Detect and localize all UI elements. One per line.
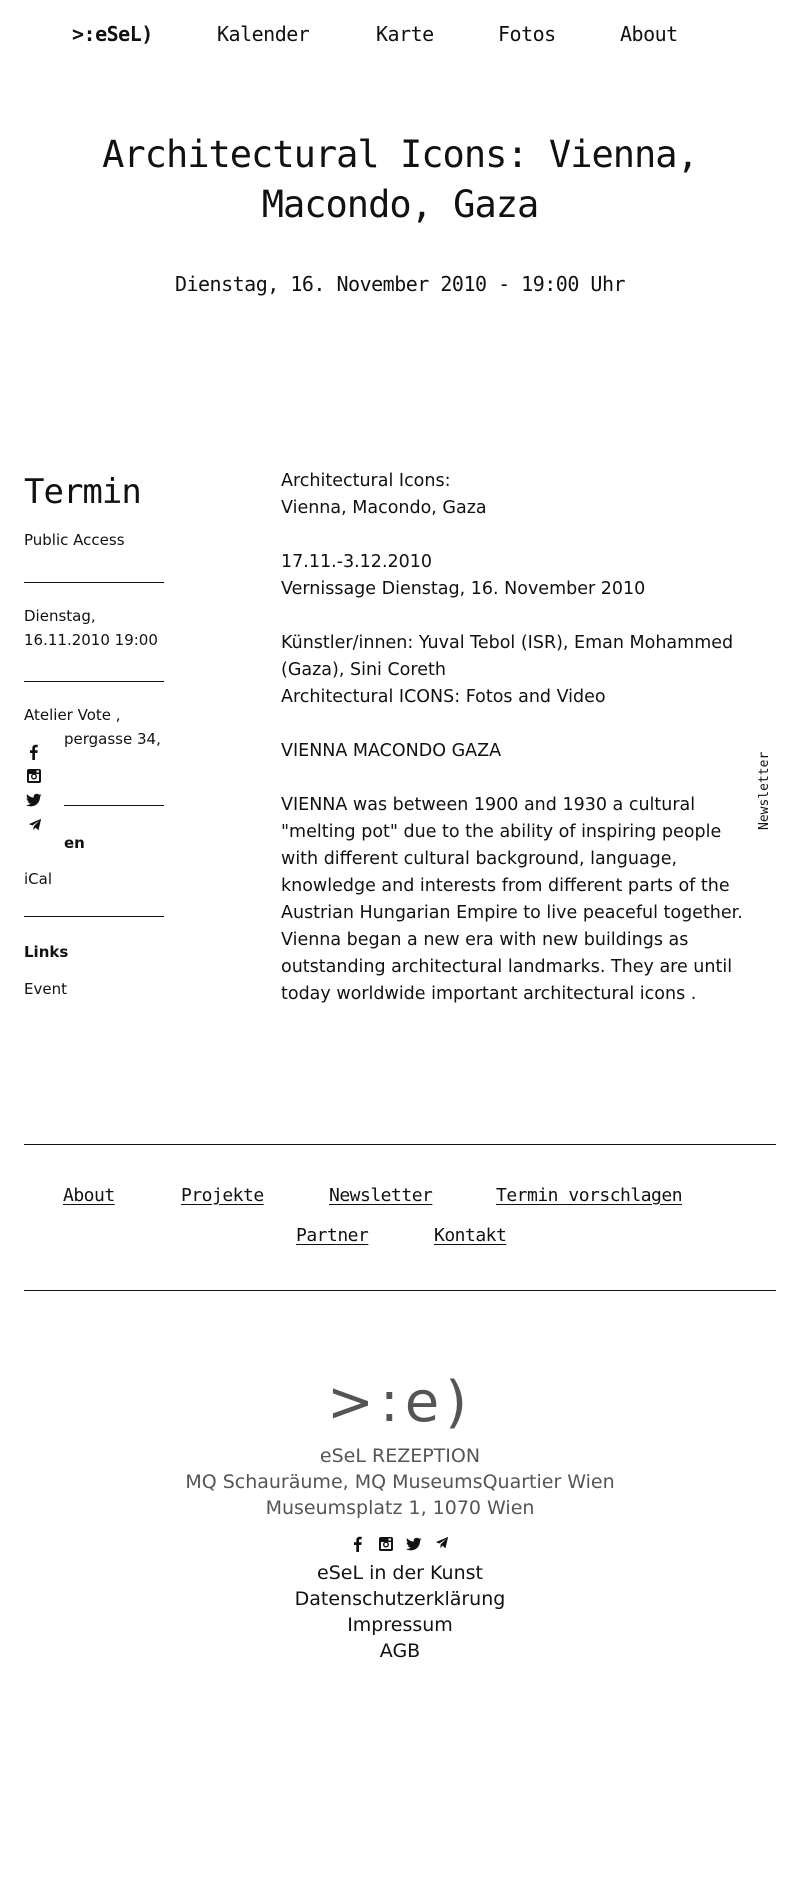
- instagram-icon[interactable]: [26, 768, 42, 784]
- twitter-icon[interactable]: [26, 792, 42, 808]
- divider: [64, 805, 164, 806]
- body-paragraph: VIENNA was between 1900 and 1930 a cultural "melting pot" due to the ability of inspiring people with different cultural background, language, knowledge and interests from different parts of the Austrian Hungarian Empire to live peaceful together. Vienna began a new era with new buildings as outstanding architectural landmarks. They are until today worldwide important architectural icons .: [281, 795, 743, 1004]
- date-line-2: 16.11.2010 19:00: [24, 631, 158, 649]
- nav-kalender[interactable]: Kalender: [217, 22, 310, 46]
- venue-street: pergasse 34,: [64, 730, 161, 748]
- links-heading: Links: [24, 943, 69, 961]
- page-title: Architectural Icons: Vienna, Macondo, Gaza: [102, 133, 698, 226]
- event-datetime: Dienstag, 16. November 2010 - 19:00 Uhr: [174, 272, 626, 296]
- partial-label: en: [64, 834, 85, 852]
- address-line-2: Museumsplatz 1, 1070 Wien: [265, 1497, 535, 1519]
- nav-karte[interactable]: Karte: [376, 22, 434, 46]
- event-description: [281, 468, 781, 1008]
- event-link[interactable]: Event: [24, 980, 67, 998]
- caps-heading: VIENNA MACONDO GAZA: [281, 741, 502, 761]
- footer-social: [0, 1535, 800, 1553]
- footer-link-esel-in-der-kunst[interactable]: eSeL in der Kunst: [317, 1562, 483, 1584]
- facebook-icon[interactable]: [26, 744, 42, 760]
- nav-fotos[interactable]: Fotos: [498, 22, 556, 46]
- ical-link[interactable]: iCal: [24, 870, 53, 888]
- instagram-icon[interactable]: [378, 1536, 394, 1552]
- media-line: Architectural ICONS: Fotos and Video: [281, 687, 606, 707]
- artists-line: Künstler/innen: Yuval Tebol (ISR), Eman Mohammed (Gaza), Sini Coreth: [281, 633, 734, 680]
- footer-link-about[interactable]: About: [63, 1185, 115, 1206]
- address-line-1: MQ Schauräume, MQ MuseumsQuartier Wien: [185, 1471, 615, 1493]
- site-logo-link[interactable]: >:eSeL): [72, 22, 153, 46]
- telegram-icon[interactable]: [28, 818, 44, 834]
- footer-link-agb[interactable]: AGB: [379, 1640, 421, 1662]
- dates-line-2: Vernissage Dienstag, 16. November 2010: [281, 579, 646, 599]
- org-name: eSeL REZEPTION: [319, 1445, 481, 1467]
- footer-link-impressum[interactable]: Impressum: [347, 1614, 453, 1636]
- footer-link-newsletter[interactable]: Newsletter: [329, 1185, 433, 1206]
- twitter-icon[interactable]: [406, 1536, 422, 1552]
- intro-line-2: Vienna, Macondo, Gaza: [281, 498, 487, 518]
- event-sidebar: [24, 470, 164, 998]
- intro-line-1: Architectural Icons:: [281, 471, 451, 491]
- divider: [24, 916, 164, 917]
- footer-logo: >:e): [326, 1370, 474, 1435]
- facebook-icon[interactable]: [350, 1536, 366, 1552]
- footer-divider-bottom: [24, 1290, 776, 1291]
- newsletter-side-tab[interactable]: Newsletter: [757, 751, 772, 830]
- dates-line-1: 17.11.-3.12.2010: [281, 552, 433, 572]
- date-line-1: Dienstag,: [24, 607, 96, 625]
- divider: [24, 681, 164, 682]
- venue-name: Atelier Vote ,: [24, 706, 121, 724]
- footer-legal-links: [0, 1560, 800, 1664]
- footer-link-datenschutz[interactable]: Datenschutzerklärung: [294, 1588, 506, 1610]
- floating-social-bar: [18, 740, 60, 848]
- footer-address: [0, 1443, 800, 1521]
- access-label: Public Access: [24, 531, 125, 549]
- nav-about[interactable]: About: [620, 22, 678, 46]
- footer-link-partner[interactable]: Partner: [296, 1225, 369, 1246]
- footer-divider-top: [24, 1144, 776, 1145]
- footer-link-kontakt[interactable]: Kontakt: [434, 1225, 507, 1246]
- top-navigation: [0, 22, 800, 52]
- divider: [24, 582, 164, 583]
- footer-link-projekte[interactable]: Projekte: [181, 1185, 264, 1206]
- telegram-icon[interactable]: [434, 1536, 450, 1552]
- footer-link-termin-vorschlagen[interactable]: Termin vorschlagen: [496, 1185, 683, 1206]
- sidebar-heading: Termin: [24, 472, 141, 512]
